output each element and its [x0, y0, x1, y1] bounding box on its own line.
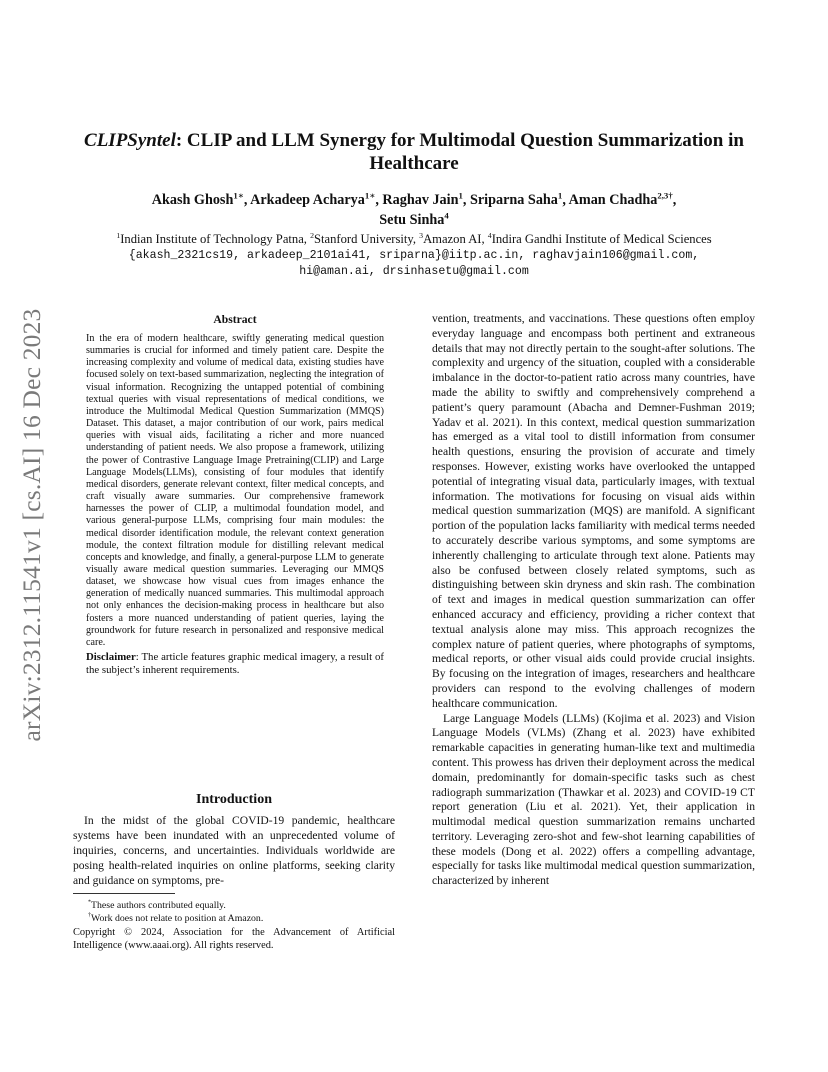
author-sup: 1: [557, 190, 563, 201]
body-paragraph: vention, treatments, and vaccinations. These questions often employ everyday language and encompass both pertinent and extraneous details that may not directly pertain to the sought-after solutions. The complexity and urgency of the situation, coupled with a considerable imbalance in the doctor-to-patient ratio across many countries, have made the ability to swiftly and comprehensively comprehend a patient’s query paramount (Abacha and Demner-Fushman 2019; Yadav et al. 2021). In this context, medical question summarization has emerged as a vital tool to distill information from consumer health questions, ensuring the provision of accurate and timely responses. However, existing works have overlooked the untapped potential of integrating visual data, particularly images, with textual information. The motivations for focusing on visual aids within medical question summarization (MQS) are manifold. A significant portion of the population lacks familiarity with medical terms needed to accurately describe various symptoms, and some symptoms are inherently challenging to articulate through text alone. Patients may also be confused between closely related symptoms, such as distinguishing between skin dryness and skin rash. The combination of text and images in medical question summarization can offer enhanced accuracy and efficiency, providing a richer context that textual analysis alone may miss. This approach recognizes the complex nature of patient queries, where photographs of symptoms, medical reports, or other visual aids could provide crucial insights. By focusing on the integration of images, researchers and healthcare providers can respond to the evolving challenges of modern healthcare communication.: [432, 312, 755, 710]
author-emails: [70, 248, 758, 279]
affiliations: $^1$Indian Institute of Technology Patna, $^2$Stanford University, $^3$Amazon AI, $^4$Indira Gandhi Institute of Medical Sciences: [116, 230, 712, 246]
paper-title-rest: : CLIP and LLM Synergy for Multimodal Question Summarization in Healthcare: [175, 130, 744, 174]
arxiv-identifier-text: arXiv:2312.11541v1 [cs.AI] 16 Dec 2023: [17, 308, 46, 742]
footnote-mark: †: [88, 912, 92, 919]
introduction-column: [73, 814, 395, 889]
author-sup: 1∗: [233, 190, 244, 201]
copyright-notice: Copyright © 2024, Association for the Advancement of Artificial Intelligence (www.aaai.org). All rights reserved.: [73, 927, 395, 951]
author-sup: 1: [458, 190, 463, 201]
affiliation: Amazon AI: [423, 232, 482, 246]
affiliation-sup: 4: [487, 230, 492, 240]
footnote: [73, 912, 395, 925]
footnote-mark: *: [88, 899, 92, 906]
footnote-rule: [73, 893, 175, 894]
introduction-paragraph: In the midst of the global COVID-19 pandemic, healthcare systems have been inundated with an unprecedented volume of inquiries, concerns, and uncertainties. Individuals worldwide are posing health-related inquiries on online platforms, seeking clarity and guidance on symptoms, pre-: [73, 814, 395, 887]
affiliation-sup: 1: [116, 230, 121, 240]
author: Setu Sinha: [379, 212, 445, 228]
affiliation: Indira Gandhi Institute of Medical Sciences: [491, 232, 712, 246]
abstract-column: [86, 313, 384, 677]
abstract-text: In the era of modern healthcare, swiftly generating medical question summaries is crucial for informed and timely patient care. Despite the increasing complexity and volume of medical data, existing studies have focused solely on text-based summarization, neglecting the integration of visual information. Recognizing the untapped potential of combining textual queries with visual representations of medical conditions, we introduce the Multimodal Medical Question Summarization (MMQS) Dataset. This dataset, a major contribution of our work, pairs medical queries with visual aids, facilitating a richer and more nuanced understanding of patient needs. We also propose a framework, utilizing the power of Contrastive Language Image Pretraining(CLIP) and Large Language Models(LLMs), consisting of four modules that identify medical disorders, generate relevant context, filter medical concepts, and craft visually aware summaries. Our comprehensive framework harnesses the power of CLIP, a multimodal foundation model, and various general-purpose LLMs, comprising four main modules: the medical disorder identification module, the relevant context generation module, the context filtration module for distilling relevant medical concepts and knowledge, and finally, a general-purpose LLM to generate visually aware medical question summaries. Leveraging our MMQS dataset, we showcase how visual cues from images enhance the generation of medically nuanced summaries. This multimodal approach not only enhances the decision-making process in healthcare but also fosters a more nuanced understanding of patient queries, laying the groundwork for future research in personalized and responsive medical care.: [86, 333, 384, 648]
arxiv-identifier: [12, 290, 52, 760]
paper-title-italic: CLIPSyntel: [84, 130, 176, 151]
author: Aman Chadha: [568, 192, 658, 208]
introduction-heading: Introduction: [196, 792, 272, 807]
author: Arkadeep Acharya: [250, 192, 365, 208]
affiliation-sup: 3: [419, 230, 424, 240]
footnote-text: Work does not relate to position at Amazon.: [91, 913, 264, 924]
author: Sriparna Saha: [469, 192, 558, 208]
author: Raghav Jain: [382, 192, 459, 208]
footnotes: [73, 893, 395, 952]
author-sup: 2,3†: [657, 190, 673, 201]
author: Akash Ghosh: [151, 192, 234, 208]
author-sup: 4: [444, 210, 449, 221]
disclaimer-label: Disclaimer: [86, 651, 136, 664]
body-paragraph: Large Language Models (LLMs) (Kojima et al. 2023) and Vision Language Models (VLMs) (Zhang et al. 2023) have exhibited remarkable capacities in generating human-like text and multimedia content. This prowess has driven their deployment across the medical domain, predominantly for domain-specific tasks such as chest radiograph summarization (Thawkar et al. 2023) and COVID-19 CT report generation (Liu et al. 2021). Yet, their application in multimodal medical question summarization remains uncharted territory. Leveraging zero-shot and few-shot learning capabilities of these models (Dong et al. 2022) offers a compelling advantage, especially for tasks like multimodal medical question summarization, characterized by inherent: [432, 711, 755, 888]
footnote-text: These authors contributed equally.: [91, 900, 226, 911]
footnote: [73, 899, 395, 912]
abstract-body: [86, 333, 384, 649]
disclaimer-text: : The article features graphic medical imagery, a result of the subject’s inherent requirements.: [86, 651, 384, 677]
email-line: {akash_2321cs19, arkadeep_2101ai41, sriparna}@iitp.ac.in, raghavjain106@gmail.com,: [128, 249, 700, 262]
author-list: Akash Ghosh$^{1∗}$, Arkadeep Acharya$^{1∗}$, Raghav Jain$^1$, Sriparna Saha$^1$, Aman Chadha$^{2,3\dagger}$, Setu Sinha$^4$: [151, 190, 677, 228]
author-sup: 1∗: [364, 190, 376, 201]
abstract-heading: Abstract: [213, 313, 257, 326]
affiliation: Stanford University: [314, 232, 413, 246]
paper-title: [70, 129, 758, 175]
affiliation-sup: 2: [310, 230, 314, 240]
right-column: [432, 312, 755, 889]
disclaimer: [86, 651, 384, 677]
affiliation: Indian Institute of Technology Patna: [120, 232, 304, 246]
email-line: hi@aman.ai, drsinhasetu@gmail.com: [299, 264, 529, 278]
